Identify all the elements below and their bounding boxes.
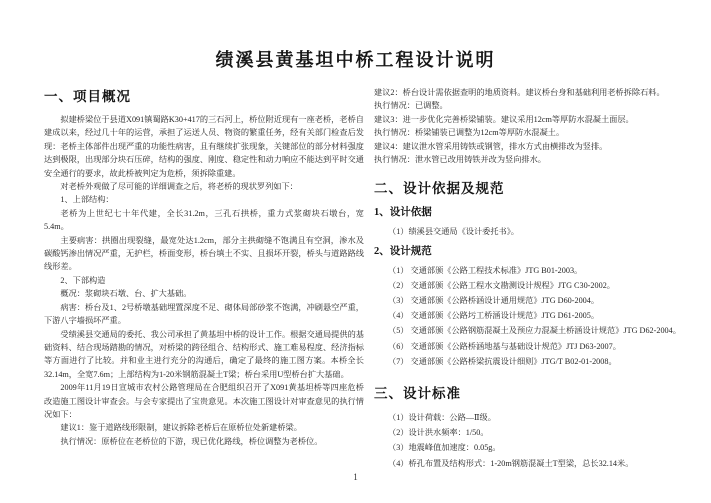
design-standard-item: （2）设计洪水频率：1/50。 [388,428,489,438]
right-column [374,86,694,471]
design-standard-item: （1）设计荷载：公路—Ⅱ级。 [388,413,496,423]
paragraph-old-bridge-overview: 老桥为上世纪七十年代建，全长31.2m，三孔石拱桥，重力式浆砌块石墩台，宽5.4m。 [44,208,364,232]
document-title: 绩溪县黄基坦中桥工程设计说明 [215,50,496,70]
paragraph-superstructure-label: 1、上部结构： [60,195,114,205]
design-standard-item: （3）地震峰值加速度：0.05g。 [388,443,501,453]
regulation-item: （4） 交通部颁《公路圬工桥涵设计规范》JTG D61-2005。 [388,311,600,321]
paragraph-execution-1: 执行情况：原桥位在老桥位的下游，现已优化路线，桥位调整为老桥位。 [60,436,323,446]
section-3-heading: 三、设计标准 [374,386,461,402]
review-execution-3: 执行情况：桥梁铺装已调整为12cm等厚防水混凝土。 [374,128,565,138]
regulation-item: （7） 交通部颁《公路桥梁抗震设计细则》JTG/T B02-01-2008。 [388,356,617,366]
section-1-heading: 一、项目概况 [44,89,131,104]
paragraph-substructure-defects: 病害：桥台及1、2号桥墩基础埋置深度不足、砌体局部砂浆不饱满，冲刷悬空严重，下游八字墙损坏严重。 [44,302,364,326]
design-basis-item: （1）绩溪县交通局《设计委托书》。 [388,227,519,237]
review-suggestion-3: 建议3：进一步优化完善桥梁铺装。建议采用12cm等厚防水混凝土面层。 [374,114,634,124]
paragraph-main-defects: 主要病害：拱圈出现裂缝，最宽处达1.2cm，部分主拱砌缝不饱满且有空洞，渗水及碳酸钙渗出情况严重，无护栏，桥面变形，桥台填土不实、且损坏开裂，桥头与道路路线线形差。 [44,235,364,272]
review-execution-2: 执行情况：已调整。 [374,101,448,111]
left-column [44,88,364,448]
paragraph-review-meeting: 2009年11月19日宣城市农村公路管理局在合肥组织召开了X091黄基坦桥等四座危桥改造施工图设计审查会。与会专家提出了宝贵意见。本次施工图设计对审查意见的执行情况如下： [44,383,364,419]
paragraph-project-intro: 拟建桥梁位于县道X091镇蜀路K30+417的三石河上，桥位附近现有一座老桥，老桥自建成以来，经过几十年的运营，承担了运送人员、物资的繁重任务，经有关部门检查后发现：老桥主体部件出现严重的功能性病害，且有继续扩张现象，关键部位的部分材料强度达到极限，出现部分块石压碎，结构的强度、刚度、稳定性和动力响应不能达到平时交通安全通行的要求，故此桥被判定为危桥，须拆除重建。 [44,115,364,178]
section-2-heading: 二、设计依据及规范 [374,181,505,197]
paragraph-design-commission: 受绩溪县交通局的委托、我公司承担了黄基坦中桥的设计工作。根据交通局提供的基础资料、结合现场踏勘的情况，对桥梁的跨径组合、结构形式、施工难易程度、经济指标等方面进行了比较。并和业主进行充分的沟通后，确定了最终的施工图方案。本桥全长32.14m，全宽7.6m；上部结构为1-20米钢筋混凝土T梁；桥台采用U型桥台扩大基础。 [44,329,364,379]
paragraph-substructure-label: 2、下部构造 [60,275,106,285]
paragraph-substructure-overview: 概况：浆砌块石墩、台、扩大基础。 [60,289,192,299]
regulation-item: （6） 交通部颁《公路桥涵地基与基础设计规范》JTJ D63-2007。 [388,341,621,351]
design-standard-item: （4）桥孔布置及结构形式：1-20m钢筋混凝土T型梁，总长32.14米。 [388,458,634,468]
review-execution-4: 执行情况：泄水管已改用铸铁并改为竖向排水。 [374,155,546,165]
regulation-item: （5） 交通部颁《公路钢筋混凝土及预应力混凝土桥涵设计规范》JTG D62-2004。 [388,326,681,336]
paragraph-survey-intro: 对老桥外观做了尽可能的详细调查之后，将老桥的现状罗列如下： [60,182,298,192]
regulation-item: （2） 交通部颁《公路工程水文勘测设计规程》JTG C30-2002。 [388,280,615,290]
regulation-item: （3） 交通部颁《公路桥涵设计通用规范》JTG D60-2004。 [388,296,600,306]
review-suggestion-2: 建议2：桥台设计需依据查明的地质资料。建议桥台身和基础利用老桥拆除石料。 [374,88,665,97]
paragraph-suggestion-1: 建议1：鉴于道路线形限制，建议拆除老桥后在原桥位处新建桥梁。 [60,423,302,433]
regulation-item: （1） 交通部颁《公路工程技术标准》JTG B01-2003。 [388,265,583,275]
section-2-2-heading: 2、设计规范 [374,245,432,257]
review-suggestion-4: 建议4：建议泄水管采用铸铁或钢管，排水方式由横排改为竖排。 [374,141,608,151]
section-2-1-heading: 1、设计依据 [374,207,432,219]
page-number: 1 [353,472,358,482]
